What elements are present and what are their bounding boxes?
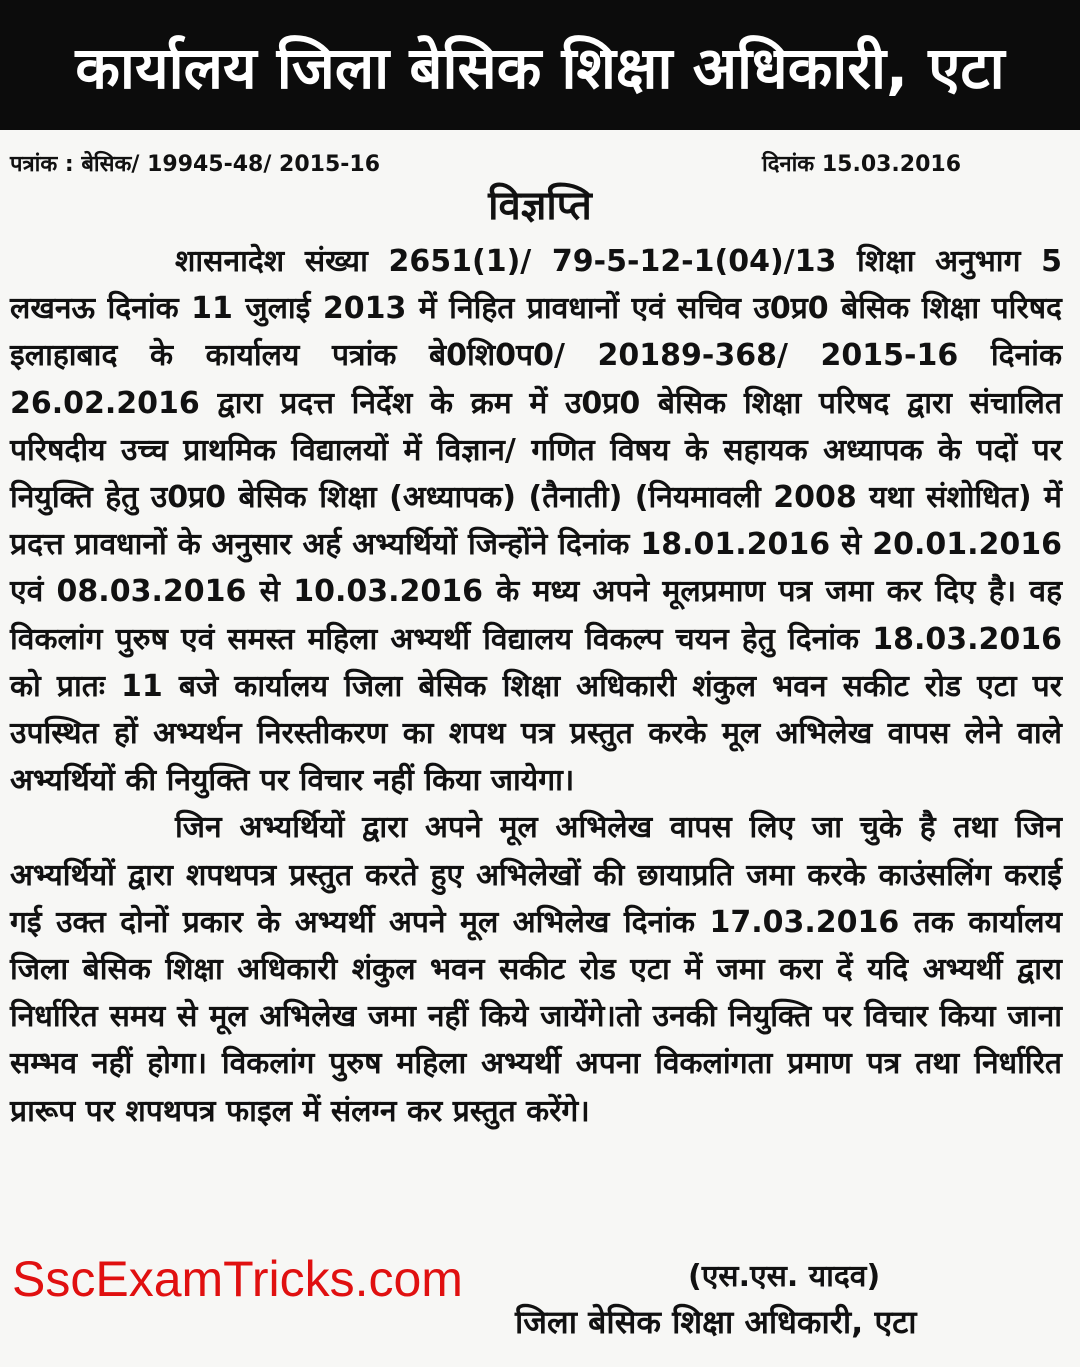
letter-date: दिनांक 15.03.2016 <box>762 152 962 177</box>
notice-title: विज्ञप्ति <box>488 183 592 229</box>
signatory-designation: जिला बेसिक शिक्षा अधिकारी, एटा <box>515 1303 917 1341</box>
letter-number: पत्रांक : बेसिक/ 19945-48/ 2015-16 <box>10 152 381 177</box>
signatory-name: (एस.एस. यादव) <box>688 1259 881 1294</box>
paragraph-2: जिन अभ्यर्थियों द्वारा अपने मूल अभिलेख वापस लिए जा चुके है तथा जिन अभ्यर्थियों द्वारा शपथपत्र प्रस्तुत करते हुए अभिलेखों की छायाप्रति जमा करके काउंसलिंग कराई गई उक्त दोनों प्रकार के अभ्यर्थी अपने मूल अभिलेख दिनांक 17.03.2016 तक कार्यालय जिला बेसिक शिक्षा अधिकारी शंकुल भवन सकीट रोड एटा में जमा करा दें यदि अभ्यर्थी द्वारा निर्धारित समय से मूल अभिलेख जमा नहीं किये जायेंगे।तो उनकी नियुक्ति पर विचार किया जाना सम्भव नहीं होगा। विकलांग पुरुष महिला अभ्यर्थी अपना विकलांगता प्रमाण पत्र तथा निर्धारित प्रारूप पर शपथपत्र फाइल में संलग्न कर प्रस्तुत करेंगे। <box>10 810 1062 1129</box>
paragraph-1: शासनादेश संख्या 2651(1)/ 79-5-12-1(04)/13 शिक्षा अनुभाग 5 लखनऊ दिनांक 11 जुलाई 2013 में निहित प्रावधानों एवं सचिव उ0प्र0 बेसिक शिक्षा परिषद इलाहाबाद के कार्यालय पत्रांक बे0शि0प0/ 20189-368/ 2015-16 दिनांक 26.02.2016 द्वारा प्रदत्त निर्देश के क्रम में उ0प्र0 बेसिक शिक्षा परिषद द्वारा संचालित परिषदीय उच्च प्राथमिक विद्यालयों में विज्ञान/ गणित विषय के सहायक अध्यापक के पदों पर नियुक्ति हेतु उ0प्र0 बेसिक शिक्षा (अध्यापक) (तैनाती) (नियमावली 2008 यथा संशोधित) में प्रदत्त प्रावधानों के अनुसार अर्ह अभ्यर्थियों जिन्होंने दिनांक 18.01.2016 से 20.01.2016 एवं 08.03.2016 से 10.03.2016 के मध्य अपने मूलप्रमाण पत्र जमा कर दिए है। वह विकलांग पुरुष एवं समस्त महिला अभ्यर्थी विद्यालय विकल्प चयन हेतु दिनांक 18.03.2016 को प्रातः 11 बजे कार्यालय जिला बेसिक शिक्षा अधिकारी शंकुल भवन सकीट रोड एटा पर उपस्थित हों अभ्यर्थन निरस्तीकरण का शपथ पत्र प्रस्तुत करके मूल अभिलेख वापस लेने वाले अभ्यर्थियों की नियुक्ति पर विचार नहीं किया जायेगा। <box>10 244 1062 799</box>
watermark-text: SscExamTricks.com <box>12 1251 463 1307</box>
office-header: कार्यालय जिला बेसिक शिक्षा अधिकारी, एटा <box>0 0 1080 130</box>
notice-body <box>10 238 1062 1135</box>
